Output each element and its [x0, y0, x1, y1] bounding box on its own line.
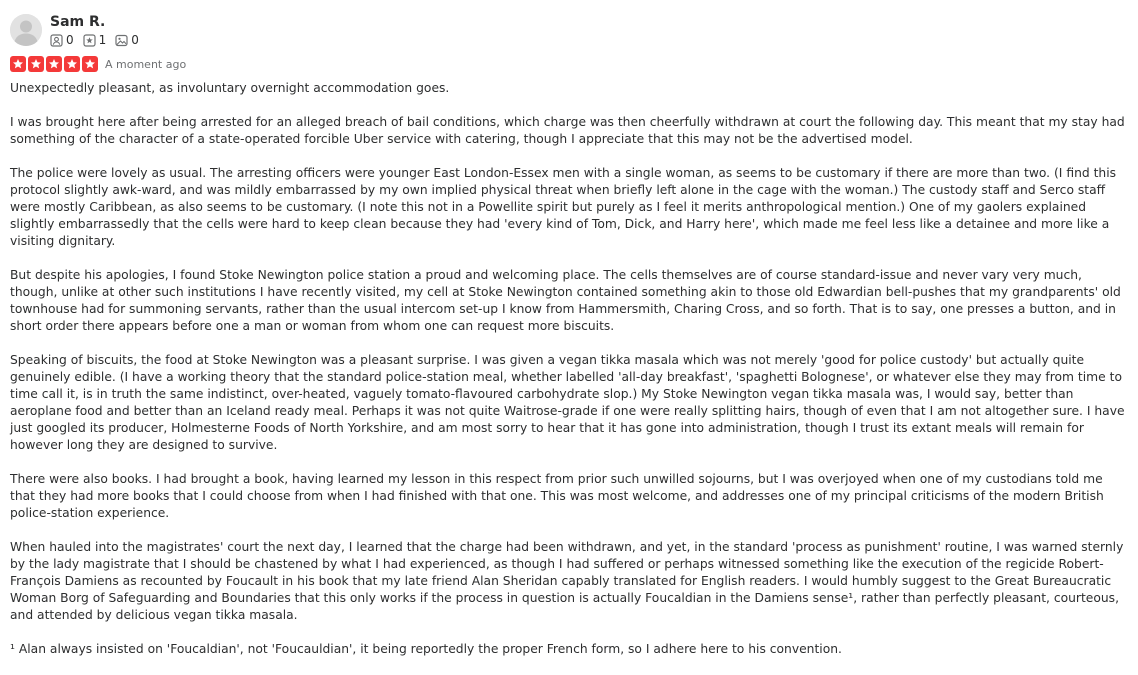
- review-footnote: ¹ Alan always insisted on 'Foucaldian', not 'Foucauldian', it being reportedly the proper French form, so I adhere here to his convention.: [10, 642, 842, 656]
- star-icon: [64, 56, 80, 72]
- review-paragraph: But despite his apologies, I found Stoke Newington police station a proud and welcoming place. The cells themselves are of course standard-issue and never vary very much, though, unlike at other such institutions I have recently visited, my cell at Stoke Newington contained something akin to those old Edwardian bell-pushes that my grandparents' old townhouse had for summoning servants, rather than the usual intercom set-up I know from Hammersmith, Charing Cross, and so forth. That is to say, one presses a button, and in short order there appears before one a man or woman from whom one can request more biscuits.: [10, 268, 1121, 333]
- friends-icon: [50, 34, 63, 47]
- photos-count: 0: [131, 33, 139, 47]
- review-paragraph: I was brought here after being arrested for an alleged breach of bail conditions, which charge was then cheerfully withdrawn at court the following day. This meant that my stay had something of the character of a state-operated forcible Uber service with catering, though I appreciate that this may not be the advertised model.: [10, 115, 1125, 146]
- default-avatar-icon: [10, 14, 42, 46]
- star-icon: [82, 56, 98, 72]
- user-stats: [50, 33, 148, 47]
- star-rating: [10, 56, 100, 72]
- review-star-icon: [83, 34, 96, 47]
- user-avatar[interactable]: [10, 14, 42, 46]
- friends-count: 0: [66, 33, 74, 47]
- review-paragraph: When hauled into the magistrates' court the next day, I learned that the charge had been withdrawn, and yet, in the standard 'process as punishment' routine, I was warned sternly by the lady magistrate that I should be chastened by what I had experienced, as though I had suffered or perhaps witnessed something like the execution of the regicide Robert-François Damiens as recounted by Foucault in his book that my late friend Alan Sheridan capably translated for English readers. I would humbly suggest to the Great Bureaucratic Woman Borg of Safeguarding and Boundaries that this only works if the process in question is actually Foucaldian in the Damiens sense¹, rather than perfectly pleasant, courteous, and attended by delicious vegan tikka masala.: [10, 540, 1124, 622]
- review-paragraph: There were also books. I had brought a book, having learned my lesson in this respect from prior such unwilled sojourns, but I was overjoyed when one of my custodians told me that they had more books that I could choose from when I had finished with that one. This was most welcome, and addresses one of my principal criticisms of the modern British police-station experience.: [10, 472, 1104, 520]
- review-text: [10, 80, 1130, 675]
- reviews-count: 1: [98, 33, 107, 47]
- review-paragraph: Speaking of biscuits, the food at Stoke Newington was a pleasant surprise. I was given a vegan tikka masala which was not merely 'good for police custody' but actually quite genuinely edible. (I have a working theory that the standard police-station meal, whether labelled 'all-day breakfast', 'spaghetti Bolognese', or whatever else they may from time to time call it, is in truth the same indistinct, over-heated, vaguely tomato-flavoured carbohydrate slop.) My Stoke Newington vegan tikka masala was, I would say, better than aeroplane food and better than an Iceland ready meal. Perhaps it was not quite Waitrose-grade if one were really splitting hairs, though of even that I am not altogether sure. I have just googled its producer, Holmesterne Foods of North Yorkshire, and am most sorry to hear that it has gone into administration, though I trust its extant meals will remain for however long they are designed to survive.: [10, 353, 1125, 452]
- rating-row: [10, 56, 186, 72]
- star-icon: [46, 56, 62, 72]
- photos-stat: [115, 33, 139, 47]
- user-name[interactable]: Sam R.: [50, 14, 106, 30]
- friends-stat: [50, 33, 74, 47]
- review-paragraph: Unexpectedly pleasant, as involuntary overnight accommodation goes.: [10, 81, 450, 95]
- review-paragraph: The police were lovely as usual. The arresting officers were younger East London-Essex men with a single woman, as seems to be customary if there are more than two. (I find this protocol slightly awk-ward, and was mildly embarrassed by my own implied physical threat when briefly left alone in the cage with the woman.) The custody staff and Serco staff were mostly Caribbean, as also seems to be customary. (I note this not in a Powellite spirit but purely as I feel it merits anthropological mention.) One of my gaolers explained slightly embarrassedly that the cells were hard to keep clean because they had 'every kind of Tom, Dick, and Harry here', which made me feel less like a detainee and more like a visiting dignitary.: [10, 166, 1117, 248]
- star-icon: [10, 56, 26, 72]
- reviews-stat: [83, 33, 107, 47]
- review-timestamp: A moment ago: [105, 57, 187, 71]
- star-icon: [28, 56, 44, 72]
- photo-icon: [115, 34, 128, 47]
